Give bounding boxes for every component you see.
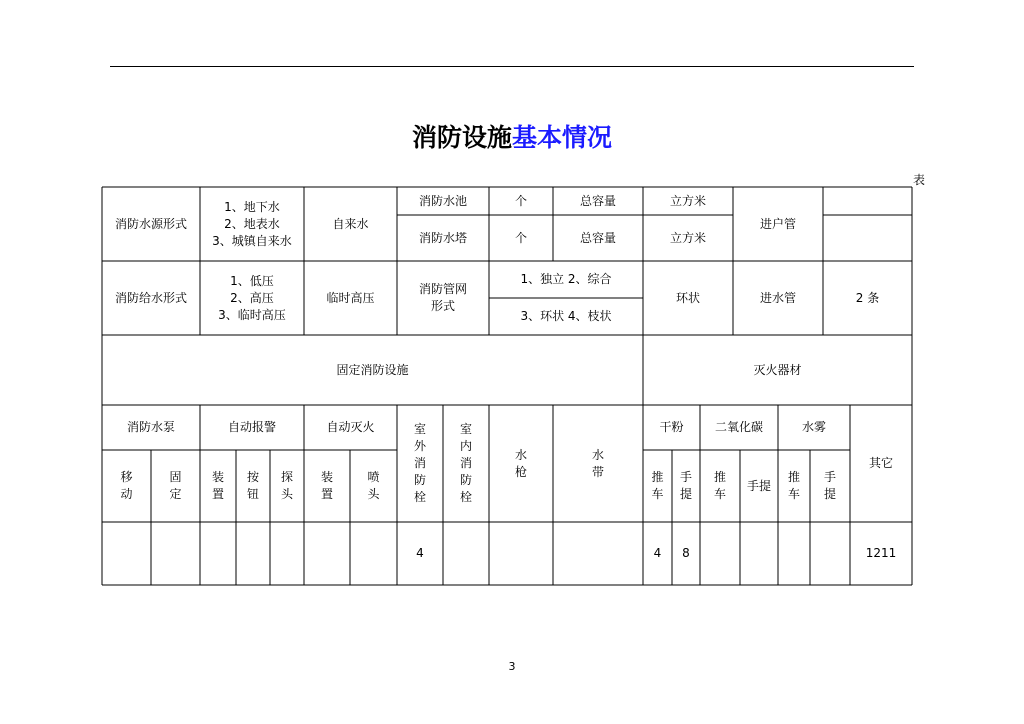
value-alarm-install: [200, 522, 236, 585]
alarm-header: 自动报警: [227, 420, 276, 434]
value-pump-mobile: [102, 522, 151, 585]
water-source-options: 1、地下水 2、地表水 3、城镇自来水: [212, 199, 292, 248]
inlet-pipe-bottom-value: [823, 215, 912, 261]
water-source-value: 自来水: [332, 216, 369, 231]
value-ext-install: [304, 522, 350, 585]
hose-header: 水 带: [591, 447, 604, 479]
pump-header: 消防水泵: [126, 420, 175, 434]
ext-install-header: 装 置: [320, 470, 333, 501]
fixed-facilities-section: 固定消防设施: [336, 362, 409, 377]
value-mist-cart: [778, 522, 810, 585]
value-pump-fixed: [151, 522, 200, 585]
mist-hand-header: 手 提: [823, 470, 836, 501]
tower-capacity-unit: 立方米: [669, 230, 706, 245]
value-alarm-probe: [270, 522, 304, 585]
pump-mobile-header: 移 动: [120, 470, 133, 501]
inlet-pipe-label: 进户管: [759, 216, 796, 231]
pool-label: 消防水池: [418, 193, 467, 208]
dry-powder-cart-header: 推 车: [651, 470, 664, 501]
tower-capacity-label: 总容量: [579, 230, 616, 245]
network-option-2: 3、环状 4、枝状: [520, 309, 612, 323]
water-source-form-label: 消防水源形式: [114, 216, 187, 231]
supply-form-label: 消防给水形式: [114, 290, 187, 305]
outdoor-hydrant-header: 室 外 消 防 栓: [413, 422, 426, 504]
water-mist-header: 水雾: [801, 420, 826, 434]
co2-cart-header: 推 车: [713, 470, 726, 501]
alarm-button-header: 按 钮: [246, 470, 259, 501]
pool-capacity-label: 总容量: [579, 193, 616, 208]
table-label: 表: [913, 173, 926, 187]
auto-extinguish-header: 自动灭火: [326, 420, 375, 434]
title-accent: 基本情况: [512, 123, 613, 152]
indoor-hydrant-header: 室 内 消 防 栓: [459, 422, 472, 504]
value-dry-powder-hand: 8: [682, 546, 690, 560]
network-form-label: 消防管网 形式: [418, 282, 467, 313]
page-number: 3: [508, 660, 516, 673]
dry-powder-header: 干粉: [659, 420, 684, 434]
network-option-1: 1、独立 2、综合: [520, 272, 612, 286]
pump-fixed-header: 固 定: [169, 470, 182, 501]
co2-header: 二氧化碳: [714, 420, 763, 434]
value-outdoor-hydrant: 4: [416, 546, 424, 560]
water-gun-header: 水 枪: [514, 447, 527, 479]
alarm-install-header: 装 置: [211, 470, 224, 501]
inlet-water-pipe-count: 2 条: [855, 290, 880, 305]
value-indoor-hydrant: [443, 522, 489, 585]
co2-hand-header: 手提: [746, 478, 771, 493]
inlet-pipe-top-value: [823, 187, 912, 215]
value-mist-hand: [810, 522, 850, 585]
value-co2-hand: [740, 522, 778, 585]
supply-options: 1、低压 2、高压 3、临时高压: [218, 273, 286, 322]
value-alarm-button: [236, 522, 270, 585]
pool-unit: 个: [514, 193, 527, 208]
value-water-gun: [489, 522, 553, 585]
value-hose: [553, 522, 643, 585]
dry-powder-hand-header: 手 提: [679, 470, 692, 501]
value-dry-powder-cart: 4: [653, 546, 662, 560]
alarm-probe-header: 探 头: [280, 470, 293, 501]
tower-unit: 个: [514, 230, 527, 245]
title-main: 消防设施: [411, 123, 512, 152]
extinguishers-section: 灭火器材: [753, 362, 802, 377]
value-other: 1211: [865, 546, 897, 560]
other-header: 其它: [868, 456, 893, 470]
tower-label: 消防水塔: [418, 230, 467, 245]
ext-sprinkler-header: 喷 头: [367, 470, 380, 501]
inlet-water-pipe-label: 进水管: [759, 290, 796, 305]
mist-cart-header: 推 车: [787, 470, 800, 501]
value-ext-sprinkler: [350, 522, 397, 585]
pool-capacity-unit: 立方米: [669, 193, 706, 208]
network-value: 环状: [675, 290, 700, 305]
supply-value: 临时高压: [326, 290, 375, 305]
value-co2-cart: [700, 522, 740, 585]
